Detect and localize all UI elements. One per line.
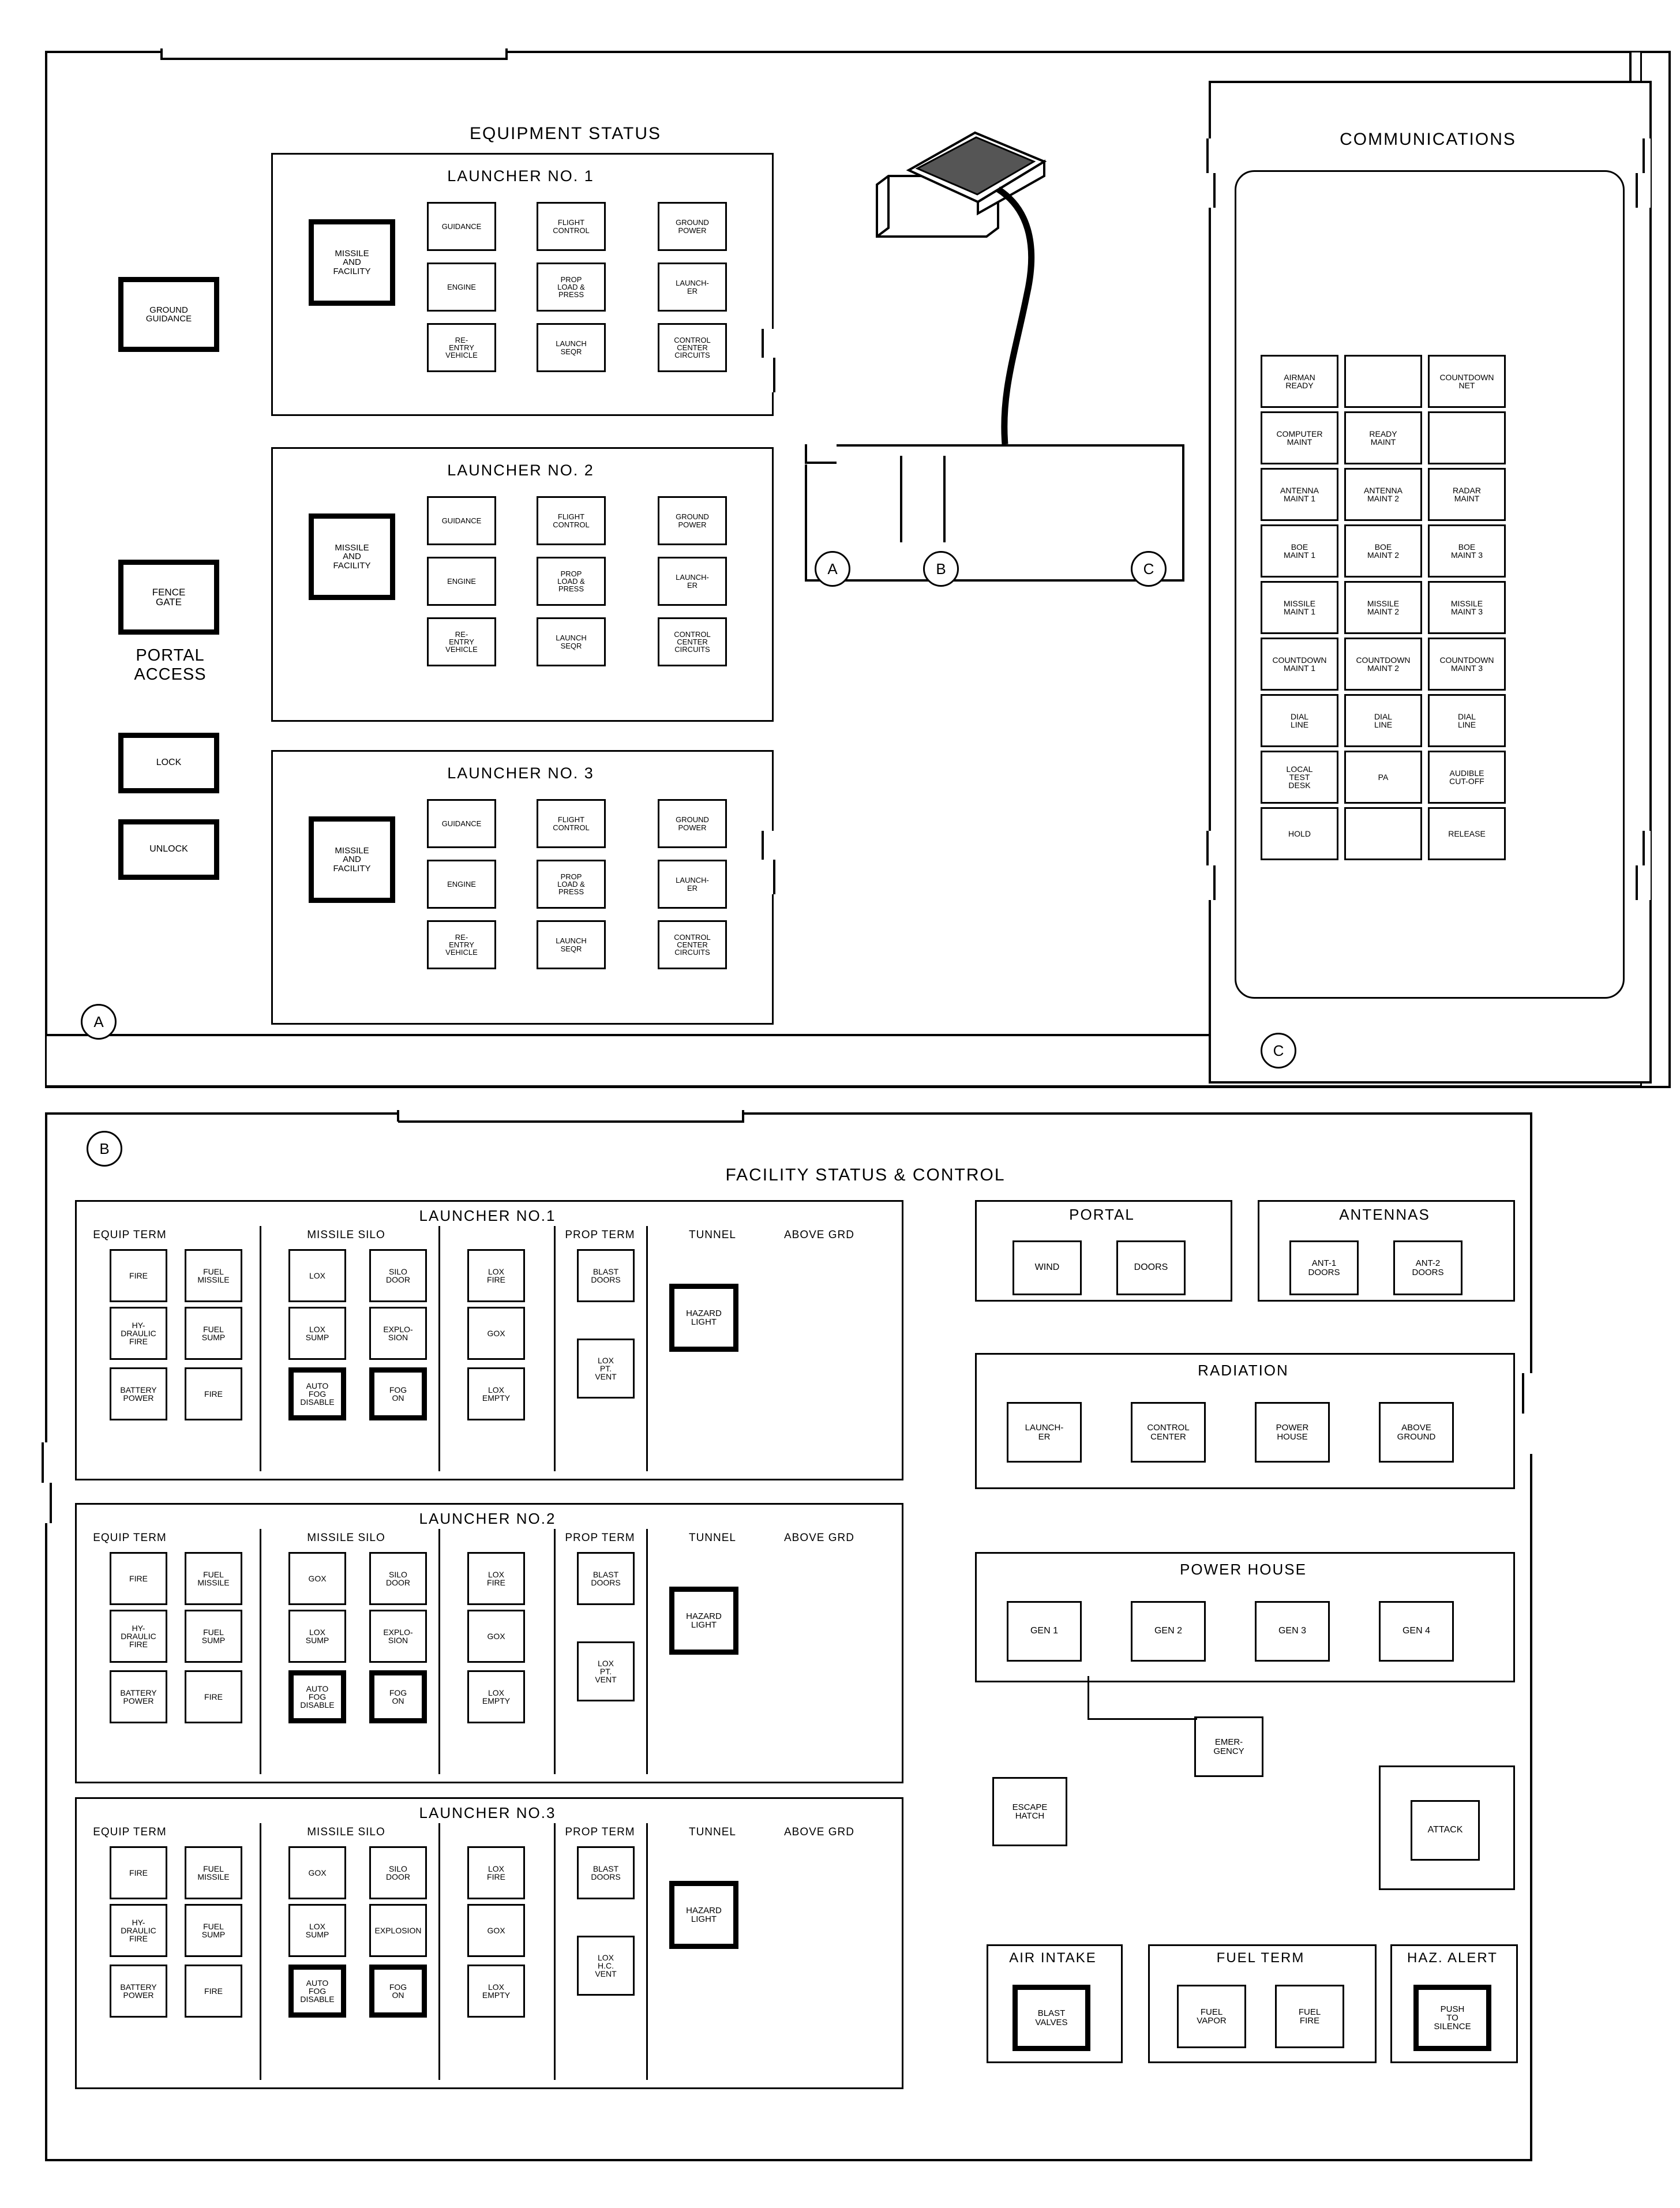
facility-prop-3-1[interactable]: LOX FIRE [467,1846,525,1899]
facility-tunnel-2-1[interactable]: BLAST DOORS [577,1552,635,1605]
portal-doors-button[interactable]: DOORS [1116,1240,1186,1295]
facility-silo-a-3-1[interactable]: GOX [288,1846,346,1899]
facility-top-notch [398,1120,744,1123]
equipment-main-button-3[interactable]: MISSILE AND FACILITY [309,816,395,903]
equipment-cell-3-3[interactable]: GROUND POWER [658,799,727,848]
facility-col-header-3-3: PROP TERM [565,1826,635,1838]
equipment-status-title: EQUIPMENT STATUS [469,124,662,143]
right-notch-3 [762,831,764,860]
comms-button-2-1[interactable]: ANTENNA MAINT 2 [1344,468,1422,521]
unlock-button[interactable]: UNLOCK [118,819,219,880]
facility-silo-b-2-1[interactable]: SILO DOOR [369,1552,427,1605]
equipment-cell-2-5[interactable]: PROP LOAD & PRESS [537,557,606,606]
facility-above-2-1[interactable]: HAZARD LIGHT [669,1587,738,1655]
equipment-main-button-1[interactable]: MISSILE AND FACILITY [309,219,395,306]
facility-div-d-2 [646,1529,648,1774]
facility-equip2-2-2[interactable]: FUEL SUMP [185,1610,242,1663]
facility-equip-2-3[interactable]: BATTERY POWER [110,1670,167,1723]
facility-equip2-2-3[interactable]: FIRE [185,1670,242,1723]
antenna-2-doors-button[interactable]: ANT-2 DOORS [1393,1240,1462,1295]
fence-gate-button[interactable]: FENCE GATE [118,560,219,635]
haz-alert-title: HAZ. ALERT [1407,1950,1498,1966]
fuel-vapor-button[interactable]: FUEL VAPOR [1177,1985,1246,2048]
radiation-button-4[interactable]: ABOVE GROUND [1379,1402,1454,1463]
ab-c-console [805,444,1184,582]
radiation-button-2[interactable]: CONTROL CENTER [1131,1402,1206,1463]
facility-silo-a-1-3[interactable]: AUTO FOG DISABLE [288,1367,346,1420]
facility-tunnel-1-2[interactable]: LOX PT. VENT [577,1339,635,1399]
air-intake-title: AIR INTAKE [1009,1950,1097,1966]
facility-prop-2-1[interactable]: LOX FIRE [467,1552,525,1605]
f-notch-l1 [42,1442,44,1483]
facility-equip2-1-3[interactable]: FIRE [185,1367,242,1420]
facility-tunnel-1-1[interactable]: BLAST DOORS [577,1249,635,1302]
comms-button-7-0[interactable]: LOCAL TEST DESK [1261,751,1338,804]
right-notch-1 [762,329,764,358]
facility-col-header-1-2: MISSILE SILO [307,1229,385,1241]
comms-button-7-1[interactable]: PA [1344,751,1422,804]
equipment-launcher-title-2: LAUNCHER NO. 2 [447,462,594,479]
facility-prop-3-2[interactable]: GOX [467,1904,525,1957]
equipment-cell-1-9[interactable]: CONTROL CENTER CIRCUITS [658,323,727,372]
facility-div-d-3 [646,1823,648,2080]
equipment-cell-2-9[interactable]: CONTROL CENTER CIRCUITS [658,617,727,666]
comm-notch-l3 [1206,831,1209,865]
equipment-cell-3-9[interactable]: CONTROL CENTER CIRCUITS [658,920,727,969]
push-to-silence-button[interactable]: PUSH TO SILENCE [1413,1985,1491,2051]
panel-notch [802,441,837,464]
facility-equip2-3-1[interactable]: FUEL MISSILE [185,1846,242,1899]
comms-button-6-0[interactable]: DIAL LINE [1261,694,1338,747]
equipment-cell-2-8[interactable]: LAUNCH SEQR [537,617,606,666]
facility-notch-r [742,1110,744,1122]
comms-button-4-1[interactable]: MISSILE MAINT 2 [1344,581,1422,634]
power-house-gen-2[interactable]: GEN 2 [1131,1601,1206,1662]
facility-col-header-1-1: EQUIP TERM [93,1229,167,1241]
marker-a: A [81,1004,117,1040]
comms-button-0-0[interactable]: AIRMAN READY [1261,355,1338,408]
comms-button-3-2[interactable]: BOE MAINT 3 [1428,524,1506,578]
comms-button-2-2[interactable]: RADAR MAINT [1428,468,1506,521]
facility-equip2-3-2[interactable]: FUEL SUMP [185,1904,242,1957]
facility-prop-1-2[interactable]: GOX [467,1307,525,1360]
facility-equip2-1-1[interactable]: FUEL MISSILE [185,1249,242,1302]
equipment-launcher-title-1: LAUNCHER NO. 1 [447,167,594,185]
facility-tunnel-3-2[interactable]: LOX H.C. VENT [577,1936,635,1996]
facility-silo-a-3-3[interactable]: AUTO FOG DISABLE [288,1965,346,2018]
facility-equip-2-2[interactable]: HY- DRAULIC FIRE [110,1610,167,1663]
comms-button-5-0[interactable]: COUNTDOWN MAINT 1 [1261,638,1338,691]
right-notch-4 [773,860,775,894]
equipment-cell-1-1[interactable]: GUIDANCE [427,202,496,251]
attack-button[interactable]: ATTACK [1411,1800,1480,1861]
facility-equip2-1-2[interactable]: FUEL SUMP [185,1307,242,1360]
panel-notch [398,1108,744,1120]
marker-b-2: B [923,551,959,587]
comms-button-8-0[interactable]: HOLD [1261,807,1338,860]
facility-launcher-title-3: LAUNCHER NO.3 [419,1804,556,1821]
equipment-cell-3-1[interactable]: GUIDANCE [427,799,496,848]
facility-div-b-1 [438,1226,440,1471]
equipment-cell-3-4[interactable]: ENGINE [427,860,496,909]
equipment-cell-1-5[interactable]: PROP LOAD & PRESS [537,263,606,312]
blast-valves-button[interactable]: BLAST VALVES [1012,1985,1090,2051]
radiation-button-3[interactable]: POWER HOUSE [1255,1402,1330,1463]
facility-col-header-3-1: EQUIP TERM [93,1826,167,1838]
equipment-cell-2-1[interactable]: GUIDANCE [427,496,496,545]
facility-launcher-title-1: LAUNCHER NO.1 [419,1207,556,1224]
equipment-cell-1-2[interactable]: FLIGHT CONTROL [537,202,606,251]
antenna-1-doors-button[interactable]: ANT-1 DOORS [1289,1240,1359,1295]
f-notch-r1 [1522,1373,1524,1414]
fuel-term-title: FUEL TERM [1216,1950,1305,1966]
equipment-cell-1-6[interactable]: LAUNCH- ER [658,263,727,312]
facility-col-header-1-5: ABOVE GRD [784,1229,854,1241]
power-house-connector-h [1088,1718,1197,1720]
facility-silo-b-1-2[interactable]: EXPLO- SION [369,1307,427,1360]
facility-silo-b-3-2[interactable]: EXPLOSION [369,1904,427,1957]
f-notch-l2 [50,1483,52,1523]
comms-button-1-0[interactable]: COMPUTER MAINT [1261,411,1338,464]
panel-top-notch-line [162,58,508,60]
comms-button-1-1[interactable]: READY MAINT [1344,411,1422,464]
comms-button-7-2[interactable]: AUDIBLE CUT-OFF [1428,751,1506,804]
power-house-connector-v [1088,1676,1089,1719]
radiation-title: RADIATION [1198,1362,1289,1379]
facility-equip-3-3[interactable]: BATTERY POWER [110,1965,167,2018]
equipment-cell-1-3[interactable]: GROUND POWER [658,202,727,251]
facility-col-header-1-4: TUNNEL [688,1229,736,1241]
equipment-cell-2-4[interactable]: ENGINE [427,557,496,606]
facility-silo-a-2-1[interactable]: GOX [288,1552,346,1605]
comm-notch-r2 [1636,173,1638,208]
facility-equip2-2-1[interactable]: FUEL MISSILE [185,1552,242,1605]
facility-div-c-3 [554,1823,556,2080]
equipment-cell-3-5[interactable]: PROP LOAD & PRESS [537,860,606,909]
marker-c-2: C [1131,551,1167,587]
equipment-cell-3-7[interactable]: RE- ENTRY VEHICLE [427,920,496,969]
facility-prop-1-3[interactable]: LOX EMPTY [467,1367,525,1420]
facility-prop-2-2[interactable]: GOX [467,1610,525,1663]
comm-notch-l2 [1213,173,1216,208]
facility-prop-2-3[interactable]: LOX EMPTY [467,1670,525,1723]
facility-silo-b-1-3[interactable]: FOG ON [369,1367,427,1420]
equipment-cell-1-4[interactable]: ENGINE [427,263,496,312]
facility-col-header-2-2: MISSILE SILO [307,1532,385,1544]
comms-button-8-2[interactable]: RELEASE [1428,807,1506,860]
antennas-title: ANTENNAS [1339,1206,1430,1223]
equipment-cell-3-2[interactable]: FLIGHT CONTROL [537,799,606,848]
equipment-main-button-2[interactable]: MISSILE AND FACILITY [309,513,395,600]
facility-div-b-2 [438,1529,440,1774]
panel-notch-edge-left [160,48,163,60]
facility-col-header-2-3: PROP TERM [565,1532,635,1544]
comms-button-3-0[interactable]: BOE MAINT 1 [1261,524,1338,578]
radiation-button-1[interactable]: LAUNCH- ER [1007,1402,1082,1463]
facility-silo-b-1-1[interactable]: SILO DOOR [369,1249,427,1302]
comms-button-4-2[interactable]: MISSILE MAINT 3 [1428,581,1506,634]
comms-button-4-0[interactable]: MISSILE MAINT 1 [1261,581,1338,634]
facility-tunnel-2-2[interactable]: LOX PT. VENT [577,1641,635,1701]
facility-silo-b-2-2[interactable]: EXPLO- SION [369,1610,427,1663]
facility-div-a-3 [260,1823,261,2080]
panel-notch-edge-right [505,48,508,60]
comms-button-3-1[interactable]: BOE MAINT 2 [1344,524,1422,578]
facility-prop-3-3[interactable]: LOX EMPTY [467,1965,525,2018]
comms-button-blank-8-1[interactable] [1344,807,1422,860]
comms-button-blank-0-1[interactable] [1344,355,1422,408]
comms-button-5-2[interactable]: COUNTDOWN MAINT 3 [1428,638,1506,691]
marker-a-2: A [815,551,850,587]
facility-above-3-1[interactable]: HAZARD LIGHT [669,1881,738,1949]
facility-prop-1-1[interactable]: LOX FIRE [467,1249,525,1302]
equipment-cell-2-3[interactable]: GROUND POWER [658,496,727,545]
facility-silo-a-1-2[interactable]: LOX SUMP [288,1307,346,1360]
power-house-gen-3[interactable]: GEN 3 [1255,1601,1330,1662]
equipment-cell-2-6[interactable]: LAUNCH- ER [658,557,727,606]
abc-div-1 [900,456,902,542]
equipment-cell-1-7[interactable]: RE- ENTRY VEHICLE [427,323,496,372]
comm-notch-r3 [1642,831,1645,865]
marker-b: B [87,1131,122,1167]
facility-equip-1-2[interactable]: HY- DRAULIC FIRE [110,1307,167,1360]
facility-div-c-1 [554,1226,556,1471]
facility-silo-a-3-2[interactable]: LOX SUMP [288,1904,346,1957]
facility-div-a-2 [260,1529,261,1774]
facility-silo-b-3-1[interactable]: SILO DOOR [369,1846,427,1899]
abc-notch [805,462,837,464]
abc-div-2 [943,456,946,542]
facility-div-d-1 [646,1226,648,1471]
right-notch-2 [773,358,775,392]
facility-launcher-title-2: LAUNCHER NO.2 [419,1510,556,1527]
facility-col-header-2-4: TUNNEL [688,1532,736,1544]
facility-notch-l [397,1110,399,1122]
comms-button-2-0[interactable]: ANTENNA MAINT 1 [1261,468,1338,521]
facility-equip2-3-3[interactable]: FIRE [185,1965,242,2018]
panel-notch [162,46,508,59]
equipment-cell-1-8[interactable]: LAUNCH SEQR [537,323,606,372]
facility-col-header-3-5: ABOVE GRD [784,1826,854,1838]
comms-button-5-1[interactable]: COUNTDOWN MAINT 2 [1344,638,1422,691]
facility-col-header-3-2: MISSILE SILO [307,1826,385,1838]
facility-equip-3-2[interactable]: HY- DRAULIC FIRE [110,1904,167,1957]
comms-button-0-2[interactable]: COUNTDOWN NET [1428,355,1506,408]
comms-button-6-2[interactable]: DIAL LINE [1428,694,1506,747]
fuel-fire-button[interactable]: FUEL FIRE [1275,1985,1344,2048]
marker-c: C [1261,1033,1296,1069]
equipment-cell-3-6[interactable]: LAUNCH- ER [658,860,727,909]
facility-div-b-3 [438,1823,440,2080]
facility-equip-1-3[interactable]: BATTERY POWER [110,1367,167,1420]
equipment-launcher-title-3: LAUNCHER NO. 3 [447,764,594,782]
comm-notch-r4 [1636,865,1638,900]
equipment-cell-2-2[interactable]: FLIGHT CONTROL [537,496,606,545]
facility-silo-b-2-3[interactable]: FOG ON [369,1670,427,1723]
emergency-button[interactable]: EMER- GENCY [1194,1716,1263,1777]
facility-above-1-1[interactable]: HAZARD LIGHT [669,1284,738,1352]
portal-access-label: PORTAL ACCESS [134,646,207,684]
equipment-cell-3-8[interactable]: LAUNCH SEQR [537,920,606,969]
facility-col-header-1-3: PROP TERM [565,1229,635,1241]
facility-col-header-2-5: ABOVE GRD [784,1532,854,1544]
facility-silo-b-3-3[interactable]: FOG ON [369,1965,427,2018]
facility-equip-3-1[interactable]: FIRE [110,1846,167,1899]
facility-equip-1-1[interactable]: FIRE [110,1249,167,1302]
facility-silo-a-1-1[interactable]: LOX [288,1249,346,1302]
power-house-gen-1[interactable]: GEN 1 [1007,1601,1082,1662]
portal-title: PORTAL [1069,1206,1135,1223]
escape-hatch-button[interactable]: ESCAPE HATCH [992,1777,1067,1846]
portal-wind-button[interactable]: WIND [1012,1240,1082,1295]
comms-button-6-1[interactable]: DIAL LINE [1344,694,1422,747]
comms-button-blank-1-2[interactable] [1428,411,1506,464]
power-house-title: POWER HOUSE [1180,1561,1307,1578]
facility-tunnel-3-1[interactable]: BLAST DOORS [577,1846,635,1899]
ground-guidance-button[interactable]: GROUND GUIDANCE [118,277,219,352]
facility-silo-a-2-3[interactable]: AUTO FOG DISABLE [288,1670,346,1723]
facility-col-header-2-1: EQUIP TERM [93,1532,167,1544]
facility-status-title: FACILITY STATUS & CONTROL [725,1165,1006,1184]
facility-div-a-1 [260,1226,261,1471]
lock-button[interactable]: LOCK [118,733,219,793]
equipment-cell-2-7[interactable]: RE- ENTRY VEHICLE [427,617,496,666]
power-house-gen-4[interactable]: GEN 4 [1379,1601,1454,1662]
facility-silo-a-2-2[interactable]: LOX SUMP [288,1610,346,1663]
facility-equip-2-1[interactable]: FIRE [110,1552,167,1605]
facility-col-header-3-4: TUNNEL [688,1826,736,1838]
communications-title: COMMUNICATIONS [1340,130,1516,149]
abc-notch2 [805,444,807,464]
facility-div-c-2 [554,1529,556,1774]
comm-notch-l4 [1213,865,1216,900]
